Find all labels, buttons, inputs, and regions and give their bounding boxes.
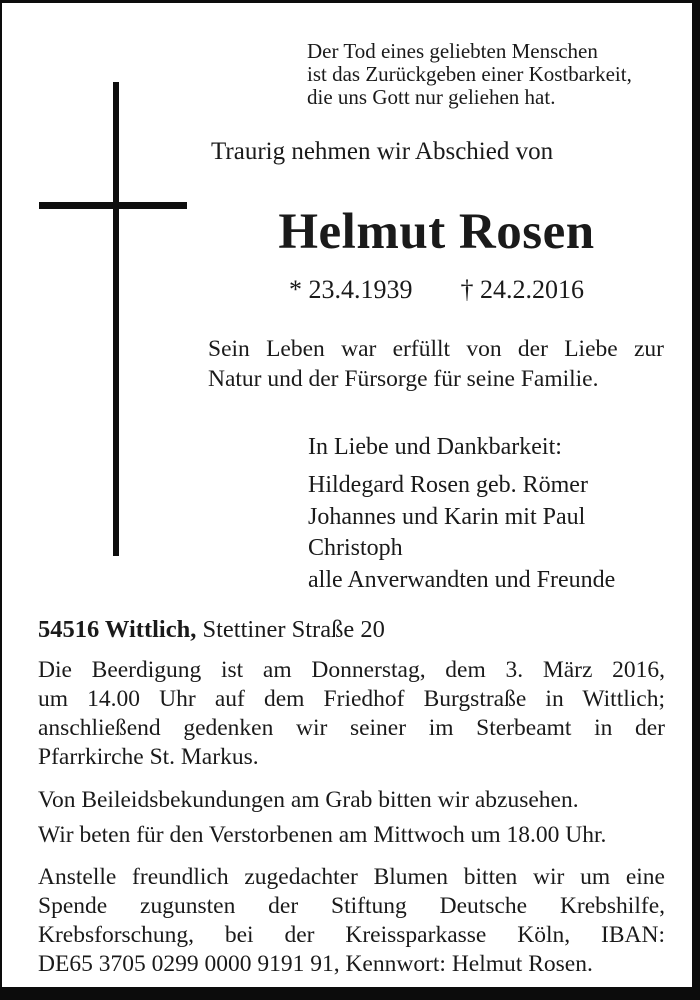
memorial-cross-icon (113, 82, 119, 556)
condolence-note: Von Beileidsbekundungen am Grab bitten wir abzusehen. (38, 787, 579, 813)
address-street: Stettiner Straße 20 (196, 616, 385, 643)
address-line (38, 615, 385, 644)
funeral-paragraph (38, 656, 665, 772)
mourner-item: Hildegard Rosen geb. Römer (308, 472, 588, 498)
donation-line: Krebsforschung, bei der Kreissparkasse Köln, IBAN: (38, 922, 665, 948)
funeral-line: um 14.00 Uhr auf dem Friedhof Burgstraße in Wittlich; (38, 686, 665, 712)
epigraph-line: die uns Gott nur geliehen hat. (307, 85, 556, 109)
birth-date: * 23.4.1939 (289, 275, 413, 304)
donation-line: DE65 3705 0299 0000 9191 91, Kennwort: Helmut Rosen. (38, 951, 593, 977)
funeral-line: Pfarrkirche St. Markus. (38, 744, 259, 770)
funeral-line: Die Beerdigung ist am Donnerstag, dem 3. März 2016, (38, 657, 665, 683)
memorial-cross-icon-crossbar (39, 202, 187, 209)
eulogy-paragraph (208, 334, 664, 394)
eulogy-line: Sein Leben war erfüllt von der Liebe zur (208, 336, 664, 362)
donation-line: Spende zugunsten der Stiftung Deutsche Krebshilfe, (38, 893, 665, 919)
epigraph (307, 40, 632, 109)
life-dates (208, 276, 665, 304)
intro-text: Traurig nehmen wir Abschied von (211, 138, 554, 165)
mourner-item: alle Anverwandten und Freunde (308, 566, 616, 593)
prayer-note: Wir beten für den Verstorbenen am Mittwoch um 18.00 Uhr. (38, 822, 607, 848)
eulogy-line: Natur und der Fürsorge für seine Familie. (208, 366, 599, 392)
donation-line: Anstelle freundlich zugedachter Blumen bitten wir um eine (38, 864, 665, 890)
mourners-list (308, 470, 615, 596)
deceased-name: Helmut Rosen (278, 204, 595, 260)
epigraph-line: Der Tod eines geliebten Menschen (307, 39, 598, 63)
donation-paragraph (38, 863, 665, 979)
death-date: † 24.2.2016 (460, 275, 584, 304)
address-city: 54516 Wittlich, (38, 616, 197, 643)
mourner-item: Christoph (308, 535, 403, 561)
mourner-item: Johannes und Karin mit Paul (308, 503, 586, 530)
epigraph-line: ist das Zurückgeben einer Kostbarkeit, (307, 62, 632, 86)
funeral-line: anschließend gedenken wir seiner im Sterbeamt in der (38, 715, 665, 741)
gratitude-heading: In Liebe und Dankbarkeit: (308, 434, 562, 460)
